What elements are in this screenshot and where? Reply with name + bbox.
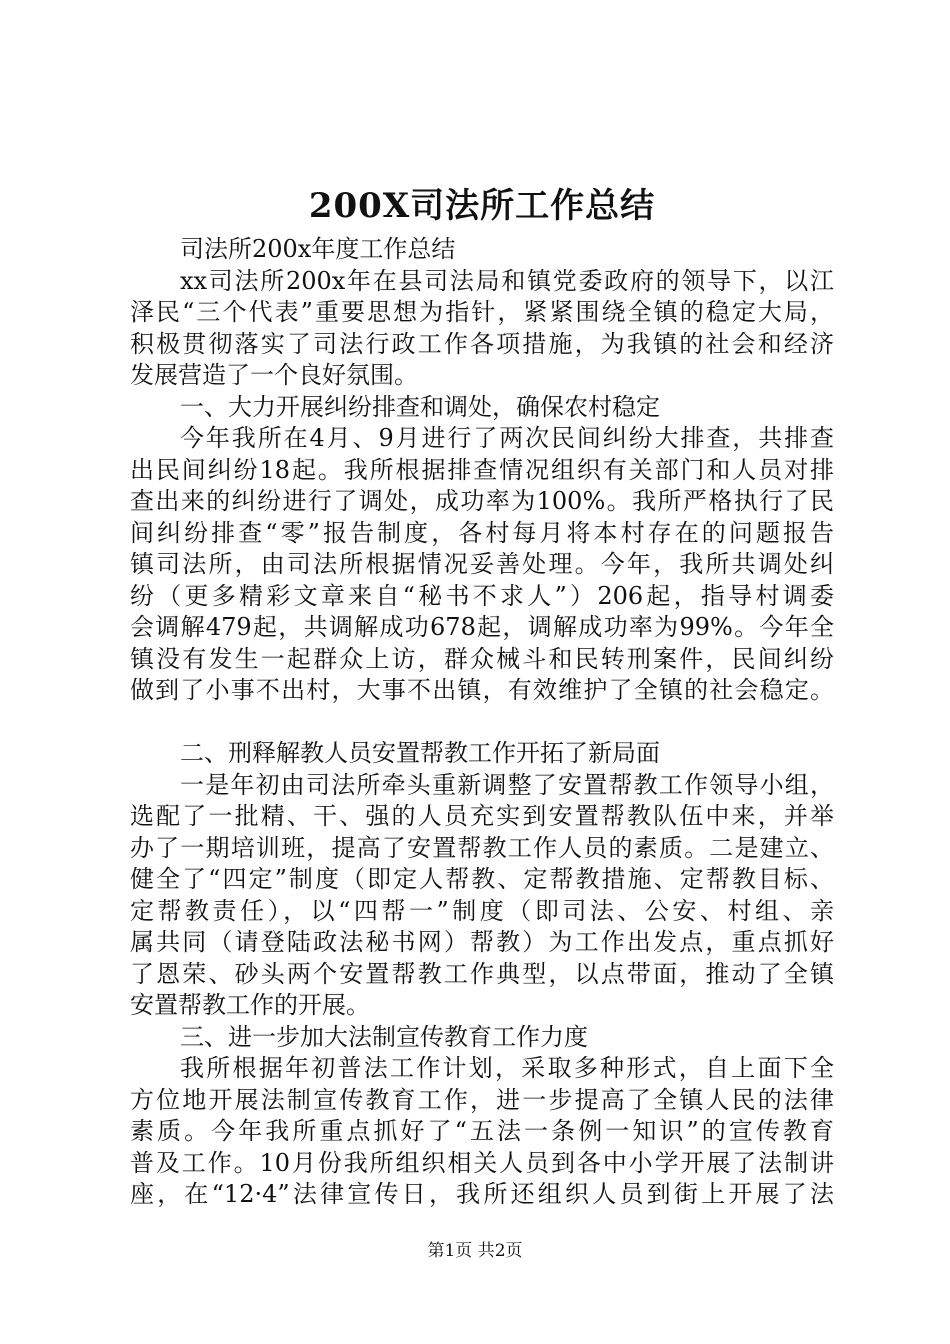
body-line: 间纠纷排查“零”报告制度，各村每月将本村存在的问题报告 [130, 518, 834, 547]
body-line: 发展营造了一个良好氛围。 [130, 361, 418, 389]
body-line: xx司法所200x年在县司法局和镇党委政府的领导下，以江 [180, 266, 834, 295]
section-heading: 二、刑释解教人员安置帮教工作开拓了新局面 [180, 739, 660, 767]
body-line: 出民间纠纷18起。我所根据排查情况组织有关部门和人员对排 [130, 455, 834, 484]
body-line: 一是年初由司法所牵头重新调整了安置帮教工作领导小组， [180, 770, 834, 799]
paragraph-gap [130, 707, 834, 739]
document-page [130, 180, 834, 1211]
body-line: 纷（更多精彩文章来自“秘书不求人”）206起，指导村调委 [130, 581, 834, 610]
body-line: 定帮教责任），以“四帮一”制度（即司法、公安、村组、亲 [130, 896, 834, 925]
body-line: 健全了“四定”制度（即定人帮教、定帮教措施、定帮教目标、 [130, 865, 834, 893]
body-line: 普及工作。10月份我所组织相关人员到各中小学开展了法制讲 [130, 1148, 834, 1177]
section-heading: 三、进一步加大法制宣传教育工作力度 [180, 1022, 588, 1051]
body-line: 座，在“12·4”法律宣传日，我所还组织人员到街上开展了法 [130, 1180, 834, 1208]
body-line: 查出来的纠纷进行了调处，成功率为100%。我所严格执行了民 [130, 487, 834, 515]
body-line: 今年我所在4月、9月进行了两次民间纠纷大排查，共排查 [180, 424, 834, 452]
body-line: 泽民“三个代表”重要思想为指针，紧紧围绕全镇的稳定大局， [130, 298, 834, 326]
body-line: 了恩荣、砂头两个安置帮教工作典型，以点带面，推动了全镇 [130, 959, 834, 988]
document-title: 200X司法所工作总结 [308, 186, 656, 226]
body-line: 安置帮教工作的开展。 [130, 991, 370, 1019]
body-line: 办了一期培训班，提高了安置帮教工作人员的素质。二是建立、 [130, 833, 834, 862]
body-line: 积极贯彻落实了司法行政工作各项措施，为我镇的社会和经济 [130, 329, 834, 358]
body-line: 镇司法所，由司法所根据情况妥善处理。今年，我所共调处纠 [130, 550, 834, 578]
subtitle-line: 司法所200x年度工作总结 [180, 235, 456, 263]
body-line: 属共同（请登陆政法秘书网）帮教）为工作出发点，重点抓好 [130, 928, 834, 956]
body-line: 素质。今年我所重点抓好了“五法一条例一知识”的宣传教育 [130, 1117, 834, 1145]
section-heading: 一、大力开展纠纷排查和调处，确保农村稳定 [180, 392, 660, 421]
body-line: 方位地开展法制宣传教育工作，进一步提高了全镇人民的法律 [130, 1085, 834, 1114]
body-line: 选配了一批精、干、强的人员充实到安置帮教队伍中来，并举 [130, 802, 834, 830]
page-number-footer: 第1页 共2页 [427, 1241, 523, 1261]
body-line: 我所根据年初普法工作计划，采取多种形式，自上面下全 [180, 1054, 834, 1082]
body-line: 做到了小事不出村，大事不出镇，有效维护了全镇的社会稳定。 [130, 676, 834, 704]
body-line: 会调解479起，共调解成功678起，调解成功率为99%。今年全 [130, 613, 834, 641]
body-line: 镇没有发生一起群众上访，群众械斗和民转刑案件，民间纠纷 [130, 644, 834, 673]
